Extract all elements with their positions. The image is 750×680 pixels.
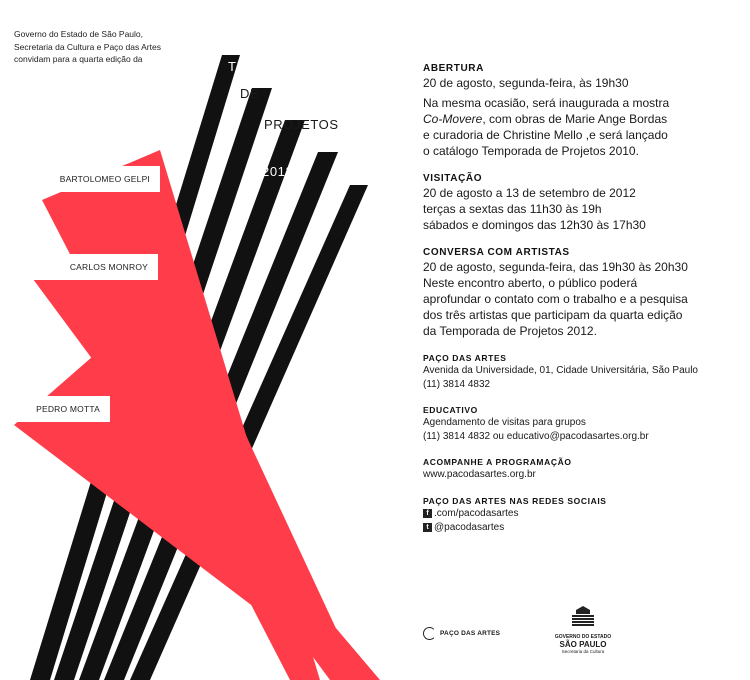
conversa-line: dos três artistas que participam da quarta edição xyxy=(423,308,683,322)
twitter-handle: @pacodasartes xyxy=(434,521,505,533)
paco-das-artes-logo xyxy=(423,627,500,640)
intro-line: convidam para a quarta edição da xyxy=(14,54,143,64)
conversa-line: aprofundar o contato com o trabalho e a pesquisa xyxy=(423,292,688,306)
abertura-date: 20 de agosto, segunda-feira, às 19h30 xyxy=(423,76,629,90)
visitacao-line: terças a sextas das 11h30 às 19h xyxy=(423,202,602,216)
facebook-icon: f xyxy=(423,509,432,518)
abertura-para-line2 xyxy=(423,111,743,127)
conversa-line: da Temporada de Projetos 2012. xyxy=(423,324,597,338)
sao-paulo-government-logo xyxy=(552,605,614,655)
educativo-contact[interactable]: (11) 3814 4832 ou educativo@pacodasartes.org.br xyxy=(423,430,649,442)
conversa-line: 20 de agosto, segunda-feira, das 19h30 às 20h30 xyxy=(423,260,688,274)
abertura-heading: ABERTURA xyxy=(423,63,484,74)
title-de: DE xyxy=(240,86,260,101)
sp-logo-line1: GOVERNO DO ESTADO xyxy=(554,634,612,640)
educativo-line: Agendamento de visitas para grupos xyxy=(423,417,586,428)
section-educativo xyxy=(423,404,743,443)
conversa-line: Neste encontro aberto, o público poderá xyxy=(423,276,638,290)
abertura-para-line4: o catálogo Temporada de Projetos 2010. xyxy=(423,144,639,158)
abertura-italic-title: Co-Movere xyxy=(423,112,483,126)
section-conversa xyxy=(423,246,743,339)
section-redes xyxy=(423,495,743,535)
abertura-para-after: , com obras de Marie Ange Bordas xyxy=(482,112,668,126)
section-abertura xyxy=(423,62,743,159)
section-programacao xyxy=(423,456,743,482)
website-link[interactable]: www.pacodasartes.org.br xyxy=(423,469,536,480)
intro-line: Secretaria da Cultura e Paço das Artes xyxy=(14,41,161,52)
sp-coat-of-arms-icon xyxy=(568,605,598,627)
paco-phone: (11) 3814 4832 xyxy=(423,378,491,390)
artist-tag-pedro: PEDRO MOTTA xyxy=(14,396,110,422)
visitacao-heading: VISITAÇÃO xyxy=(423,173,483,184)
facebook-link[interactable] xyxy=(423,507,743,521)
paco-logo-text: PAÇO DAS ARTES xyxy=(440,630,501,637)
programacao-heading: ACOMPANHE A PROGRAMAÇÃO xyxy=(423,457,572,467)
abertura-para-line3: e curadoria de Christine Mello ,e será lançado xyxy=(423,128,668,142)
visitacao-line: 20 de agosto a 13 de setembro de 2012 xyxy=(423,186,636,200)
visitacao-line: sábados e domingos das 12h30 às 17h30 xyxy=(423,218,646,232)
abertura-para-line1: Na mesma ocasião, será inaugurada a mostra xyxy=(423,96,670,110)
paco-heading: PAÇO DAS ARTES xyxy=(423,353,507,363)
intro-line: Governo do Estado de São Paulo, xyxy=(14,29,144,39)
redes-heading: PAÇO DAS ARTES NAS REDES SOCIAIS xyxy=(423,495,607,506)
artist-tag-carlos: CARLOS MONROY xyxy=(28,254,158,280)
title-year: 2012 xyxy=(262,164,294,179)
educativo-heading: EDUCATIVO xyxy=(423,405,478,415)
section-paco xyxy=(423,352,743,391)
title-projetos: PROJETOS xyxy=(264,117,339,132)
info-column xyxy=(423,62,743,548)
facebook-handle: .com/pacodasartes xyxy=(434,507,519,519)
paco-logo-mark-icon xyxy=(423,627,436,640)
twitter-link[interactable] xyxy=(423,521,743,535)
twitter-icon: t xyxy=(423,523,432,532)
title-temporada: TEMPORADA xyxy=(228,59,316,74)
section-visitacao xyxy=(423,172,743,233)
artist-tag-bartolomeo: BARTOLOMEO GELPI xyxy=(42,166,160,192)
sp-logo-line2: SÃO PAULO xyxy=(559,640,607,649)
sp-logo-line3: Secretaria da Cultura xyxy=(561,649,605,654)
intro-text xyxy=(14,28,214,66)
paco-address: Avenida da Universidade, 01, Cidade Universitária, São Paulo xyxy=(423,365,698,376)
conversa-heading: CONVERSA COM ARTISTAS xyxy=(423,247,570,258)
